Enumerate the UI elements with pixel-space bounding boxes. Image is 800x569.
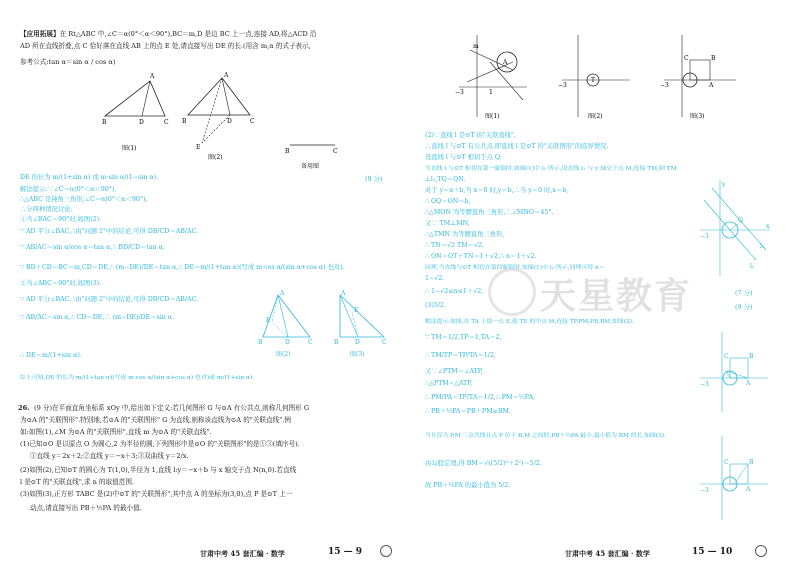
svg-text:备用图: 备用图 — [301, 163, 320, 170]
left-footer-title: 甘肃中考 45 套汇编 · 数学 — [200, 549, 285, 558]
right-footer-logo — [755, 545, 767, 557]
svg-text:E: E — [196, 144, 201, 151]
svg-text:B: B — [182, 118, 187, 125]
svg-text:−3: −3 — [558, 82, 567, 89]
svg-text:−3: −3 — [700, 233, 709, 240]
sol-right-15: (3)5/2. — [425, 302, 447, 309]
right-top-figure-3 — [660, 32, 740, 120]
svg-text:C: C — [164, 119, 169, 126]
rt-fig2-label: 图(2) — [588, 113, 603, 120]
svg-text:B: B — [102, 119, 107, 126]
sol-left-5: ∵ AD 平分∠BAC,∴由"问题 2"中的结论,可得 DB/CD＝AB/AC. — [20, 228, 199, 235]
q26-line-8: 动点,请直接写出 PB＋½PA 的最小值. — [30, 504, 142, 512]
q26-line-7: (3)如图(3),正方形 TABC 是(2)中⊙T 的"关联图形",其中点 A 的坐标为(3,0),点 P 是⊙T 上一 — [20, 490, 293, 498]
score-left-1: (9 分) — [365, 175, 383, 183]
sol-left-3: ∴分两种情况讨论. — [20, 206, 73, 213]
svg-text:A: A — [280, 290, 285, 297]
watermark-text: 天星教育 — [540, 276, 693, 317]
svg-text:−3: −3 — [660, 82, 669, 89]
right-solution-figure-3 — [700, 434, 770, 522]
right-solution-figure-1 — [700, 178, 772, 278]
svg-text:A: A — [224, 72, 229, 79]
svg-text:−3: −3 — [700, 487, 709, 494]
sol-left-2: ∴△ABC 是钝角三角形,∠C＝α(0°＜α＜90°), — [20, 196, 148, 203]
q26-line-0: (9 分)在平面直角坐标系 xOy 中,给出如下定义:若几何图形 G 与⊙A 有公共点,则称几何图形 G — [34, 404, 310, 412]
sol-right-7: ∴△MON 为等腰直角三角形,∴∠MNO＝45°. — [425, 209, 554, 216]
sol-left-1: 解法提示:∵∠C＝α(0°＜α＜90°), — [20, 186, 117, 193]
svg-text:y: y — [722, 181, 726, 188]
svg-text:C: C — [333, 148, 338, 155]
sol-right-24: 由勾股定理,得 BM＝√((5/2)²＋2²)＝5/2. — [425, 460, 542, 467]
right-top-figure-1 — [455, 32, 530, 120]
sol-right-17: ∵ TM＝1/2,TP＝1,TA＝2, — [425, 334, 502, 341]
svg-text:D: D — [227, 118, 232, 125]
sol-right-0: (2)∵直线 l 是⊙T 的"关联直线", — [425, 132, 516, 139]
right-footer-page: 15 — 10 — [692, 547, 733, 557]
extension-line-2: AD 所在直线折叠,点 C 恰好落在直线 AB 上的点 E 处,请直接写出 DE 的长.(用含 m,α 的式子表示, — [20, 42, 311, 50]
extension-heading: 【应用拓展】 — [20, 30, 60, 38]
svg-text:B: B — [334, 339, 339, 346]
q26-number: 26. — [18, 404, 30, 412]
svg-text:A: A — [709, 82, 714, 89]
left-footer-logo — [380, 545, 392, 557]
svg-text:B: B — [749, 459, 754, 466]
score-right-1: (7 分) — [735, 289, 753, 297]
q26-line-1: 为⊙A 的"关联图形".特别地,若⊙A 的"关联图形" G 为直线,则称该直线为⊙A 的"关联直线".例 — [20, 416, 291, 424]
sol-left-10: ∵ AB/AC＝sin α,∴ CD＝DE,∴ (m−DE)/DE＝sin α. — [20, 314, 175, 321]
sol-right-1: ∴直线 l 与⊙T 有公共点.即直线 l 是⊙T 的"关联图形"的临界情况. — [425, 143, 609, 150]
score-right-2: (9 分) — [735, 303, 753, 311]
right-footer-title: 甘肃中考 45 套汇编 · 数学 — [565, 549, 650, 558]
svg-text:l₁: l₁ — [760, 243, 765, 250]
sol-left-9: ∵ AD 平分∠BAC,∴由"问题 2"中的结论,可得 DB/CD＝AB/AC. — [20, 296, 199, 303]
spare-figure-diagram — [285, 140, 345, 170]
sol-right-21: ∴ PM/PA＝TP/TA＝1/2,∴ PM＝½PA, — [425, 394, 536, 401]
svg-text:C: C — [724, 353, 729, 360]
sol-right-9: ∴△TMN 为等腰直角三角形, — [425, 231, 505, 238]
svg-text:C: C — [308, 339, 313, 346]
svg-text:−3: −3 — [700, 381, 709, 388]
sol-right-2: 设直线 l 与⊙T 相切于点 Q. — [425, 154, 502, 161]
q26-line-5: (2)如图(2),已知⊙T 的圆心为 T(1,0),半径为 1,直线 l:y＝−x＋b 与 x 轴交于点 N(n,0).若直线 — [20, 466, 297, 474]
svg-text:A: A — [746, 486, 751, 493]
svg-text:A: A — [503, 59, 508, 66]
sol-right-6: ∴ OQ＝ON＝b, — [425, 198, 471, 205]
left-footer-page: 15 — 9 — [328, 547, 363, 557]
sol-left-0: DE 的长为 m/(1+sin α) 或 m·sin α/(1−sin α). — [20, 174, 159, 181]
sol-right-8: 又∵ TM⊥MN, — [425, 220, 470, 227]
svg-text:Q: Q — [738, 217, 743, 224]
sol-left-12: 综上可知,DE 的长为 m/(1+tan α)(写成 m·cos α/(sin α+cos α) 也对)或 m/(1+sin α). — [20, 375, 255, 381]
svg-text:B: B — [711, 55, 716, 62]
rt-fig3-label: 图(3) — [690, 113, 705, 120]
fig1-label: 图(1) — [122, 145, 137, 152]
q26-line-6: l 是⊙T 的"关联直线",求 n 的取值范围. — [20, 478, 135, 486]
sol-left-6: ∵ AB/AC＝sin α/cos α＝tan α,∴ BD/CD＝tan α, — [20, 244, 165, 251]
sol-right-25: 故 PB＋½PA 的最小值为 5/2. — [425, 482, 511, 489]
svg-text:E: E — [266, 317, 271, 324]
sol-right-16: 解法提示:如图,在 TA 上取一点 E,使 TE 的中点 M,连接 TP,PM,PB,BM,如图(2). — [425, 319, 634, 325]
svg-text:C: C — [382, 339, 387, 346]
q26-line-4: ①直线 y＝2x＋2;②直线 y＝−x＋3;③双曲线 y＝2/x. — [30, 452, 189, 460]
sol-right-23: 当且仅当 P,M 三点共线且点 P 位于 B,M 之间时,PB＋½PA 最小,最小值为 BM 的长,如图(3). — [425, 433, 666, 439]
svg-text:T: T — [591, 77, 596, 84]
svg-text:A: A — [150, 73, 155, 80]
svg-text:m: m — [473, 43, 479, 50]
sol-left-4: ①当∠BAC＝90°时,如图(2). — [20, 216, 102, 223]
q26-line-2: 如:如图(1),∠M 为⊙A 的"关联图形",直线 m 为⊙A 的"关联直线". — [20, 428, 212, 436]
q26-line-3: (1)已知⊙O 是以原点 O 为圆心,2 为半径的圆,下列图形中是⊙O 的"关联图形"的是①③(填序号). — [20, 440, 300, 448]
svg-text:D: D — [139, 119, 144, 126]
svg-text:C: C — [250, 118, 255, 125]
extension-line-1: 【应用拓展】在 Rt△ABC 中,∠C＝α(0°＜α＜90°),BC＝m,D 是边 BC 上一点,连接 AD,将△ACD 沿 — [20, 30, 317, 38]
extension-line-3: 参考公式:tan α＝sin α / cos α) — [20, 58, 116, 66]
right-solution-figure-2 — [700, 330, 770, 414]
watermark-logo — [488, 268, 536, 316]
sol-left-11: ∴ DE＝m/(1+sin α). — [20, 352, 82, 359]
solution-figure-3 — [332, 292, 392, 358]
svg-text:l₂: l₂ — [750, 263, 755, 270]
svg-text:B: B — [749, 353, 754, 360]
svg-text:A: A — [746, 380, 751, 387]
sol-right-11: ∴ ON＝OT＋TN＝1＋√2,∴ n＝1＋√2. — [425, 253, 537, 260]
svg-text:−3: −3 — [455, 89, 464, 96]
svg-text:1: 1 — [489, 89, 493, 96]
solution-figure-2 — [258, 292, 318, 358]
sol-right-14: ∴ 1−√2≤n≤1＋√2. — [425, 288, 484, 295]
sol-left-7: ∵ BD＋CD＝BC＝m,CD＝DE,∴ (m−DE)/DE＝tan α,∴ DE＝m/(1+tan α)(写成 m·cos α/(sin α+cos α) 也对). — [20, 264, 345, 271]
sol-right-18: ∴ TM/TP＝TP/TA＝1/2, — [425, 352, 496, 359]
svg-text:C: C — [724, 459, 729, 466]
sol-right-4: ⊥l₁,TQ＝QN. — [425, 176, 466, 183]
sol-right-13: 1−√2. — [425, 275, 445, 282]
svg-text:E: E — [354, 307, 359, 314]
sol-right-12: 同理,当直线与⊙T 相切在第四象限时,如图(1)中 l₂ 所示,同理可得 n＝ — [425, 265, 605, 271]
svg-text:D: D — [355, 339, 360, 346]
svg-text:x: x — [766, 223, 770, 230]
svg-text:D: D — [285, 339, 290, 346]
rt-fig1-label: 图(1) — [485, 113, 500, 120]
svg-text:B: B — [285, 148, 290, 155]
right-top-figure-2 — [558, 32, 633, 120]
sol-left-8: ②当∠ABC＝90°时,如图(3). — [20, 280, 102, 287]
svg-text:B: B — [258, 339, 263, 346]
sol-fig3-label: 图(3) — [350, 351, 365, 358]
sol-right-5: 对于 y＝x＋b,当 x＝0 时,y＝b,∴当 y＝0 时,x＝b, — [425, 187, 569, 194]
figure-2-diagram — [180, 72, 270, 161]
sol-right-22: ∴ PB＋½PA＝PB＋PM≥BM. — [425, 408, 511, 415]
svg-text:图(2): 图(2) — [208, 154, 223, 161]
svg-text:C: C — [684, 55, 689, 62]
sol-right-19: 又∵∠PTM＝∠ATP, — [425, 368, 483, 375]
sol-right-3: 当直线 l 与⊙T 相切在第一象限时,如图(1)中 l₁ 所示,设直线 l₁ 与 y 轴交于点 M,连接 TM,则 TM — [425, 166, 677, 172]
svg-text:A: A — [341, 290, 346, 297]
sol-right-10: ∴ TN＝√2 TM＝√2, — [425, 242, 484, 249]
sol-fig2-label: 图(2) — [276, 351, 291, 358]
sol-right-20: ∴△PTM∽△ATP, — [425, 380, 473, 387]
